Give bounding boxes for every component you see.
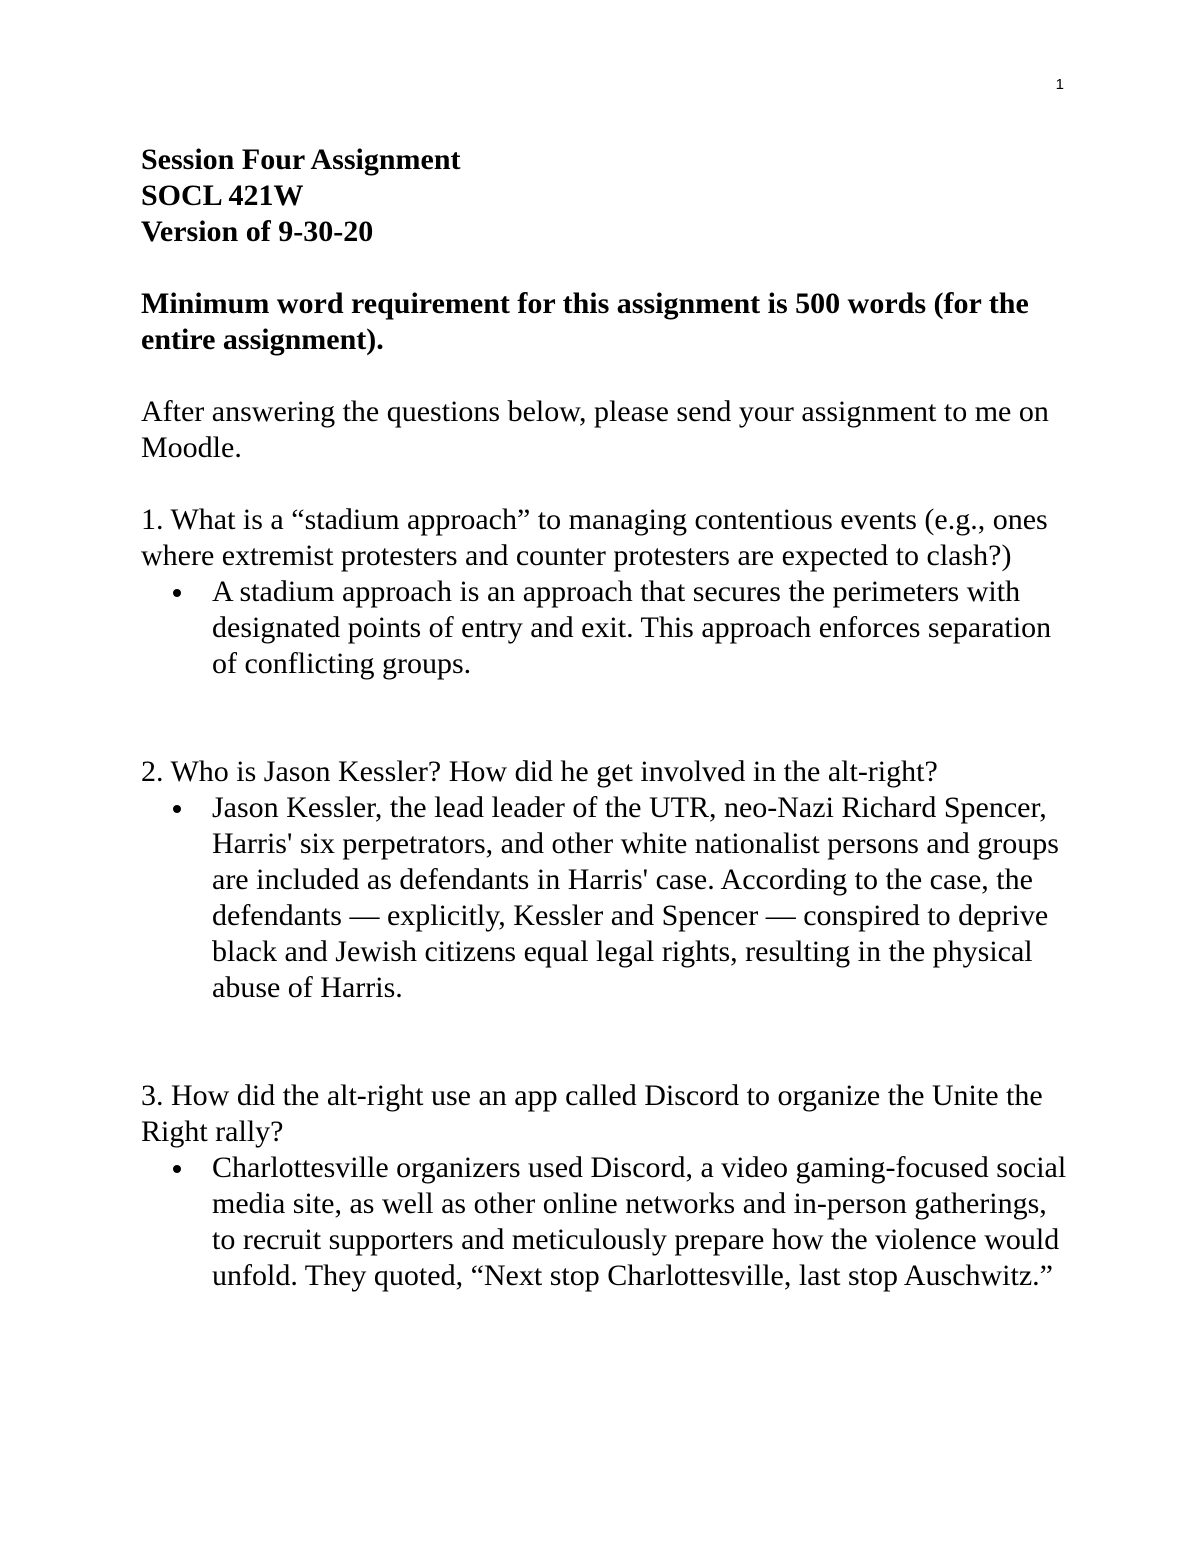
- spacer: [141, 250, 1071, 286]
- instructions: After answering the questions below, please send your assignment to me on Moodle.: [141, 395, 1049, 464]
- question-text: 1. What is a “stadium approach” to managing contentious events (e.g., ones where extremist protesters and counter protesters are expected to clash?): [141, 503, 1048, 572]
- question-block: [141, 502, 1071, 682]
- answer-text: Charlottesville organizers used Discord, a video gaming-focused social media site, as well as other online networks and in-person gatherings, to recruit supporters and meticulously prepare how the violence would unfold. They quoted, “Next stop Charlottesville, last stop Auschwitz.”: [212, 1151, 1067, 1292]
- spacer: [141, 466, 1071, 502]
- spacer: [141, 682, 1071, 754]
- answer-item: [141, 1150, 1071, 1294]
- answer-item: [141, 790, 1071, 1006]
- course-code: SOCL 421W: [141, 179, 304, 212]
- question-text: 3. How did the alt-right use an app called Discord to organize the Unite the Right rally?: [141, 1079, 1043, 1148]
- answer-list: [141, 1150, 1071, 1294]
- spacer: [141, 1006, 1071, 1078]
- word-requirement: Minimum word requirement for this assignment is 500 words (for the entire assignment).: [141, 287, 1029, 356]
- answer-item: [141, 574, 1071, 682]
- question-block: [141, 754, 1071, 1006]
- answer-text: Jason Kessler, the lead leader of the UTR, neo-Nazi Richard Spencer, Harris' six perpetrators, and other white nationalist persons and groups are included as defendants in Harris' case. According to the case, the defendants — explicitly, Kessler and Spencer — conspired to deprive black and Jewish citizens equal legal rights, resulting in the physical abuse of Harris.: [212, 791, 1059, 1004]
- bullet-icon: [173, 1165, 181, 1173]
- assignment-title: Session Four Assignment: [141, 143, 461, 176]
- spacer: [141, 358, 1071, 394]
- answer-list: [141, 574, 1071, 682]
- bullet-icon: [173, 589, 181, 597]
- question-block: [141, 1078, 1071, 1294]
- version-line: Version of 9-30-20: [141, 215, 374, 248]
- document-body: [141, 142, 1071, 1294]
- question-text: 2. Who is Jason Kessler? How did he get involved in the alt-right?: [141, 755, 938, 788]
- page-number: 1: [1055, 76, 1064, 93]
- answer-text: A stadium approach is an approach that secures the perimeters with designated points of entry and exit. This approach enforces separation of conflicting groups.: [212, 575, 1052, 680]
- answer-list: [141, 790, 1071, 1006]
- bullet-icon: [173, 805, 181, 813]
